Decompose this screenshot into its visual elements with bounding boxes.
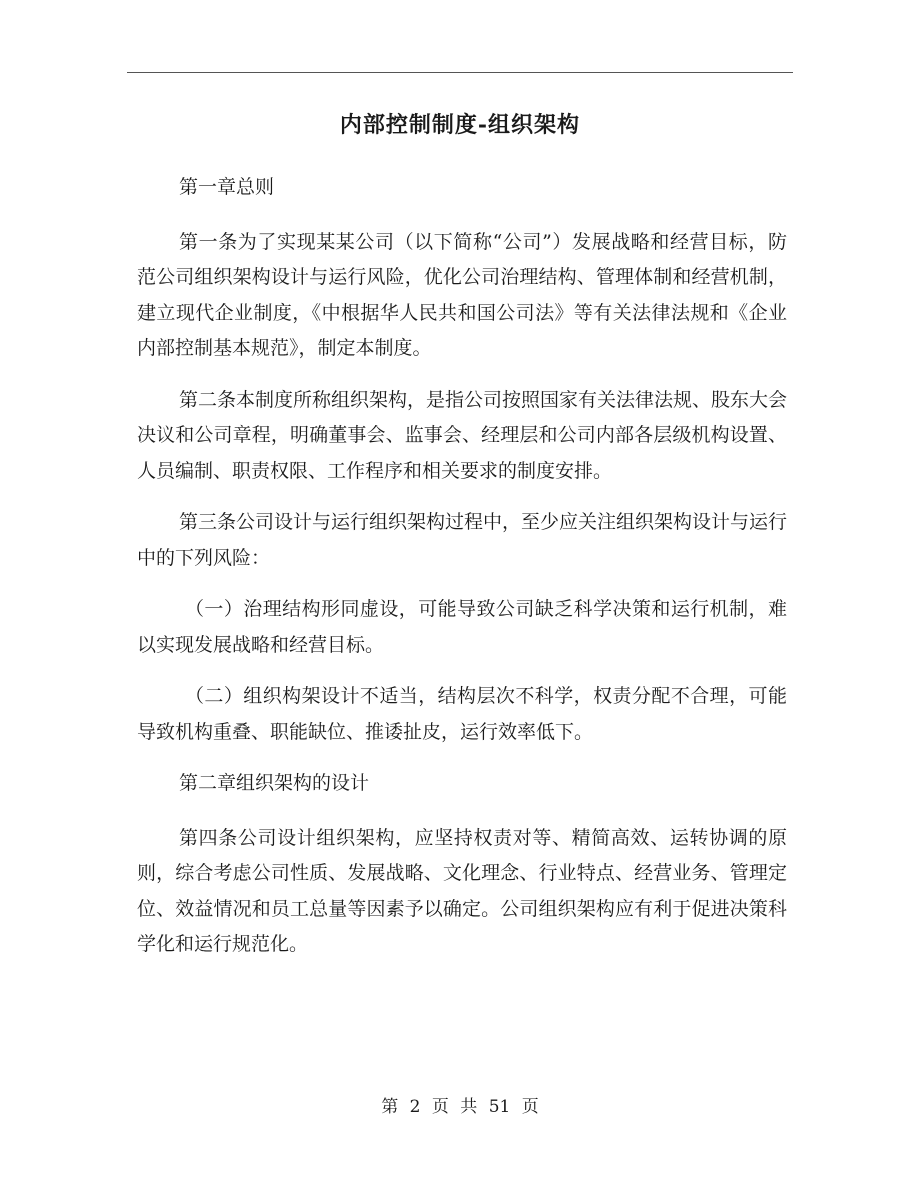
article-4: 第四条公司设计组织架构，应坚持权责对等、精简高效、运转协调的原则，综合考虑公司性质、发展战略、文化理念、行业特点、经营业务、管理定位、效益情况和员工总量等因素予以确定。公司组织架构应有利于促进决策科学化和运行规范化。: [137, 826, 787, 955]
risk-item-1: （一）治理结构形同虚设，可能导致公司缺乏科学决策和运行机制，难以实现发展战略和经营目标。: [137, 598, 787, 656]
article-2: 第二条本制度所称组织架构，是指公司按照国家有关法律法规、股东大会决议和公司章程，明确董事会、监事会、经理层和公司内部各层级机构设置、人员编制、职责权限、工作程序和相关要求的制度安排。: [137, 388, 788, 482]
document-body: [137, 170, 787, 979]
header-rule: [127, 72, 793, 73]
article-1: 第一条为了实现某某公司（以下简称“公司”）发展战略和经营目标，防范公司组织架构设计与运行风险，优化公司治理结构、管理体制和经营机制，建立现代企业制度，《中根据华人民共和国公司法》等有关法律法规和《企业内部控制基本规范》，制定本制度。: [137, 230, 787, 359]
risk-item-2: （二）组织构架设计不适当，结构层次不科学，权责分配不合理，可能导致机构重叠、职能缺位、推诿扯皮，运行效率低下。: [137, 685, 787, 743]
document-title: 内部控制制度-组织架构: [339, 112, 581, 138]
chapter-1-heading: 第一章总则: [179, 176, 275, 198]
page-number: 第 2 页 共 51 页: [381, 1097, 539, 1117]
chapter-2-heading: 第二章组织架构的设计: [179, 772, 370, 794]
article-3: 第三条公司设计与运行组织架构过程中，至少应关注组织架构设计与运行中的下列风险：: [137, 511, 788, 569]
